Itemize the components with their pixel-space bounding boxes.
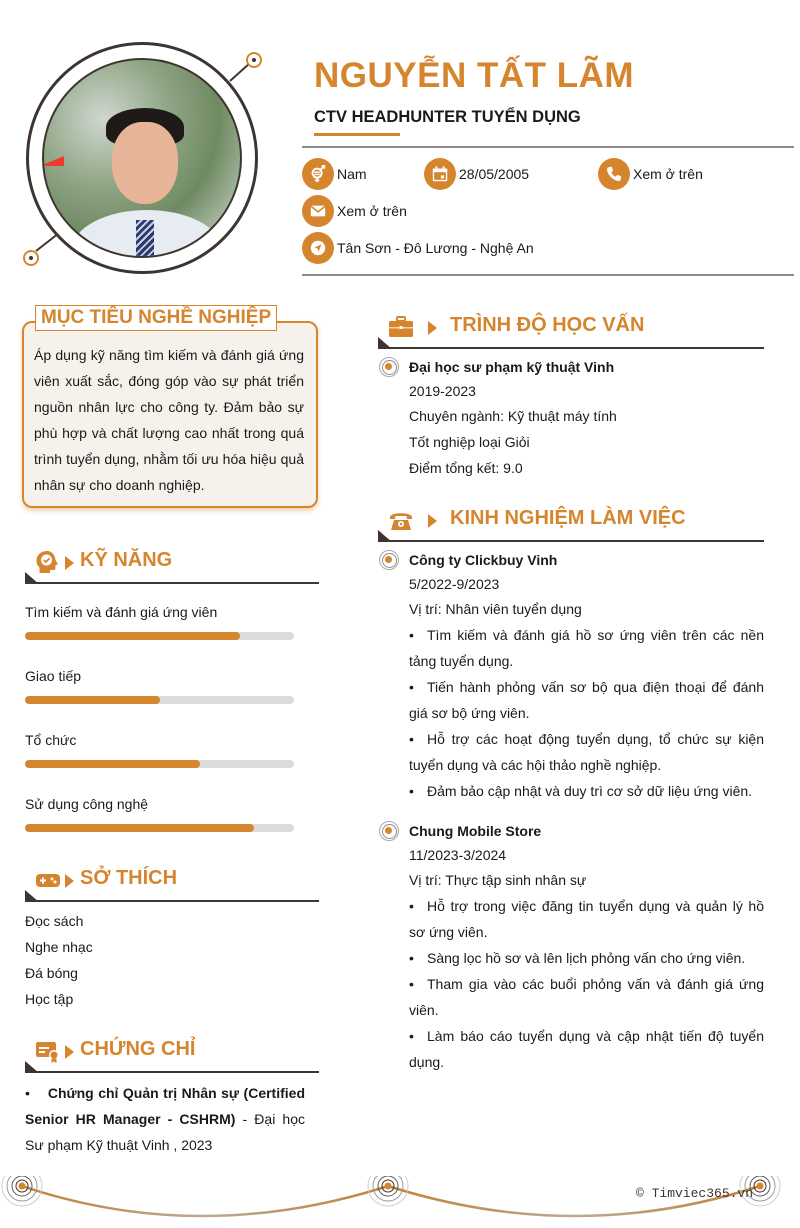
objective-text: Áp dụng kỹ năng tìm kiếm và đánh giá ứng viên xuất sắc, đóng góp vào sự phát triển nguồn nhân lực cho công ty. Đảm bảo sự phù hợp và chất lượng cao nhất trong quá trình tuyển dụng, nhằm tối ưu hóa hiệu quả nhân sự cho doanh nghiệp. — [34, 347, 304, 493]
job-duty: • Tìm kiếm và đánh giá hồ sơ ứng viên trên các nền tảng tuyển dụng. — [409, 627, 764, 669]
hobby-item: Học tập — [25, 991, 74, 1007]
objective-title: MỤC TIÊU NGHỀ NGHIỆP — [35, 305, 277, 331]
timeline-dot-icon — [379, 357, 399, 377]
school-name: Đại học sư phạm kỹ thuật Vinh — [409, 359, 615, 375]
hobbies-section-header — [25, 864, 319, 902]
education-major: Chuyên ngành: Kỹ thuật máy tính — [409, 408, 617, 424]
avatar — [42, 58, 242, 258]
job-duty: • Đảm bảo cập nhật và duy trì cơ sở dữ liệu ứng viên. — [409, 783, 753, 799]
copyright: © Timviec365.vn — [636, 1186, 754, 1201]
hobby-item: Nghe nhạc — [25, 939, 93, 955]
title-underline — [314, 133, 400, 136]
head-check-icon — [35, 550, 61, 574]
contact-birthday — [424, 158, 529, 190]
divider — [302, 274, 794, 276]
contact-email — [302, 195, 407, 227]
job-duty-text: Tham gia vào các buổi phỏng vấn và đánh giá ứng viên. — [409, 976, 764, 1018]
arrow-right-icon — [65, 1045, 74, 1059]
desk-phone-icon — [388, 508, 414, 532]
company-name: Công ty Clickbuy Vinh — [409, 552, 558, 568]
timeline-dot-icon — [379, 550, 399, 570]
hobbies-title: SỞ THÍCH — [80, 867, 178, 889]
skill-item — [25, 732, 294, 768]
certificate-detail: - Đại học Sư phạm Kỹ thuật Vinh , 2023 — [25, 1111, 305, 1153]
calendar-icon — [424, 158, 456, 190]
job-duty-text: Làm báo cáo tuyển dụng và cập nhật tiến độ tuyển dụng. — [409, 1028, 764, 1070]
briefcase-icon — [388, 315, 414, 339]
gender-icon — [302, 158, 334, 190]
contact-gender — [302, 158, 367, 190]
email-value: Xem ở trên — [337, 203, 407, 219]
job-title: CTV HEADHUNTER TUYỂN DỤNG — [314, 108, 581, 126]
decor-pin-icon — [246, 52, 262, 68]
birthday-value: 28/05/2005 — [459, 166, 530, 182]
job-duty: • Làm báo cáo tuyển dụng và cập nhật tiến độ tuyển dụng. — [409, 1028, 764, 1070]
job-duty-text: Sàng lọc hồ sơ và lên lịch phỏng vấn cho ứng viên. — [427, 950, 746, 966]
skill-bar — [25, 696, 294, 704]
candidate-name: NGUYỄN TẤT LÃM — [314, 56, 635, 95]
target-icon — [368, 1176, 408, 1206]
skills-title: KỸ NĂNG — [80, 549, 173, 571]
decor-pin-icon — [23, 250, 39, 266]
footer-decoration — [0, 1176, 800, 1228]
contact-address — [302, 232, 534, 264]
experience-section-header — [378, 504, 764, 542]
job-duty: • Sàng lọc hồ sơ và lên lịch phỏng vấn cho ứng viên. — [409, 950, 746, 966]
certificates-title: CHỨNG CHỈ — [80, 1038, 196, 1060]
skill-label: Tổ chức — [25, 732, 77, 748]
target-icon — [2, 1176, 42, 1206]
skill-bar-fill — [25, 760, 200, 768]
job-duty-text: Hỗ trợ trong việc đăng tin tuyển dụng và quản lý hồ sơ ứng viên. — [409, 898, 764, 940]
contact-phone — [598, 158, 703, 190]
education-rank: Tốt nghiệp loại Giỏi — [409, 434, 530, 450]
address-value: Tân Sơn - Đô Lương - Nghệ An — [337, 240, 534, 256]
hobby-item: Đá bóng — [25, 965, 78, 981]
skill-bar — [25, 760, 294, 768]
envelope-icon — [302, 195, 334, 227]
job-duty: • Tham gia vào các buổi phỏng vấn và đánh giá ứng viên. — [409, 976, 764, 1018]
education-gpa: Điểm tổng kết: 9.0 — [409, 460, 523, 476]
job-duty-text: Đảm bảo cập nhật và duy trì cơ sở dữ liệu ứng viên. — [427, 783, 753, 799]
phone-value: Xem ở trên — [633, 166, 703, 182]
job-duty-text: Tiến hành phỏng vấn sơ bộ qua điện thoại để đánh giá sơ bộ ứng viên. — [409, 679, 764, 721]
job-duty: • Hỗ trợ các hoạt động tuyển dụng, tổ chức sự kiện tuyển dụng và các hội thảo nghề nghiệp. — [409, 731, 764, 773]
job-position: Vị trí: Thực tập sinh nhân sự — [409, 872, 587, 888]
job-duty: • Hỗ trợ trong việc đăng tin tuyển dụng và quản lý hồ sơ ứng viên. — [409, 898, 764, 940]
divider — [302, 146, 794, 148]
location-arrow-icon — [302, 232, 334, 264]
job-period: 5/2022-9/2023 — [409, 576, 500, 592]
skill-bar — [25, 824, 294, 832]
skill-label: Sử dụng công nghệ — [25, 796, 149, 812]
job-position: Vị trí: Nhân viên tuyển dụng — [409, 601, 582, 617]
experience-title: KINH NGHIỆM LÀM VIỆC — [450, 507, 686, 529]
skill-label: Tìm kiếm và đánh giá ứng viên — [25, 604, 218, 620]
gender-value: Nam — [337, 166, 367, 182]
company-name: Chung Mobile Store — [409, 823, 542, 839]
certificate-item — [25, 1080, 305, 1158]
job-duty-text: Tìm kiếm và đánh giá hồ sơ ứng viên trên các nền tảng tuyển dụng. — [409, 627, 764, 669]
skill-bar-fill — [25, 632, 240, 640]
certificate-name: Chứng chỉ Quản trị Nhân sự (Certified Senior HR Manager - CSHRM) — [25, 1085, 305, 1127]
skills-section-header — [25, 546, 319, 584]
education-period: 2019-2023 — [409, 383, 476, 399]
skill-item — [25, 796, 294, 832]
timeline-dot-icon — [379, 821, 399, 841]
certificates-section-header — [25, 1035, 319, 1073]
certificate-icon — [35, 1039, 61, 1063]
job-period: 11/2023-3/2024 — [409, 847, 507, 863]
avatar-frame — [26, 42, 258, 274]
education-title: TRÌNH ĐỘ HỌC VẤN — [450, 314, 645, 336]
gamepad-icon — [35, 868, 61, 892]
skill-bar — [25, 632, 294, 640]
job-duty-text: Hỗ trợ các hoạt động tuyển dụng, tổ chức sự kiện tuyển dụng và các hội thảo nghề nghiệp. — [409, 731, 764, 773]
skill-bar-fill — [25, 824, 254, 832]
arrow-right-icon — [65, 874, 74, 888]
hobby-item: Đọc sách — [25, 913, 84, 929]
arrow-right-icon — [65, 556, 74, 570]
skill-bar-fill — [25, 696, 160, 704]
skill-item — [25, 668, 294, 704]
arrow-right-icon — [428, 321, 437, 335]
bullet: • — [25, 1085, 30, 1101]
skill-label: Giao tiếp — [25, 668, 82, 684]
education-section-header — [378, 311, 764, 349]
phone-icon — [598, 158, 630, 190]
job-duty: • Tiến hành phỏng vấn sơ bộ qua điện thoại để đánh giá sơ bộ ứng viên. — [409, 679, 764, 721]
arrow-right-icon — [428, 514, 437, 528]
skill-item — [25, 604, 294, 640]
